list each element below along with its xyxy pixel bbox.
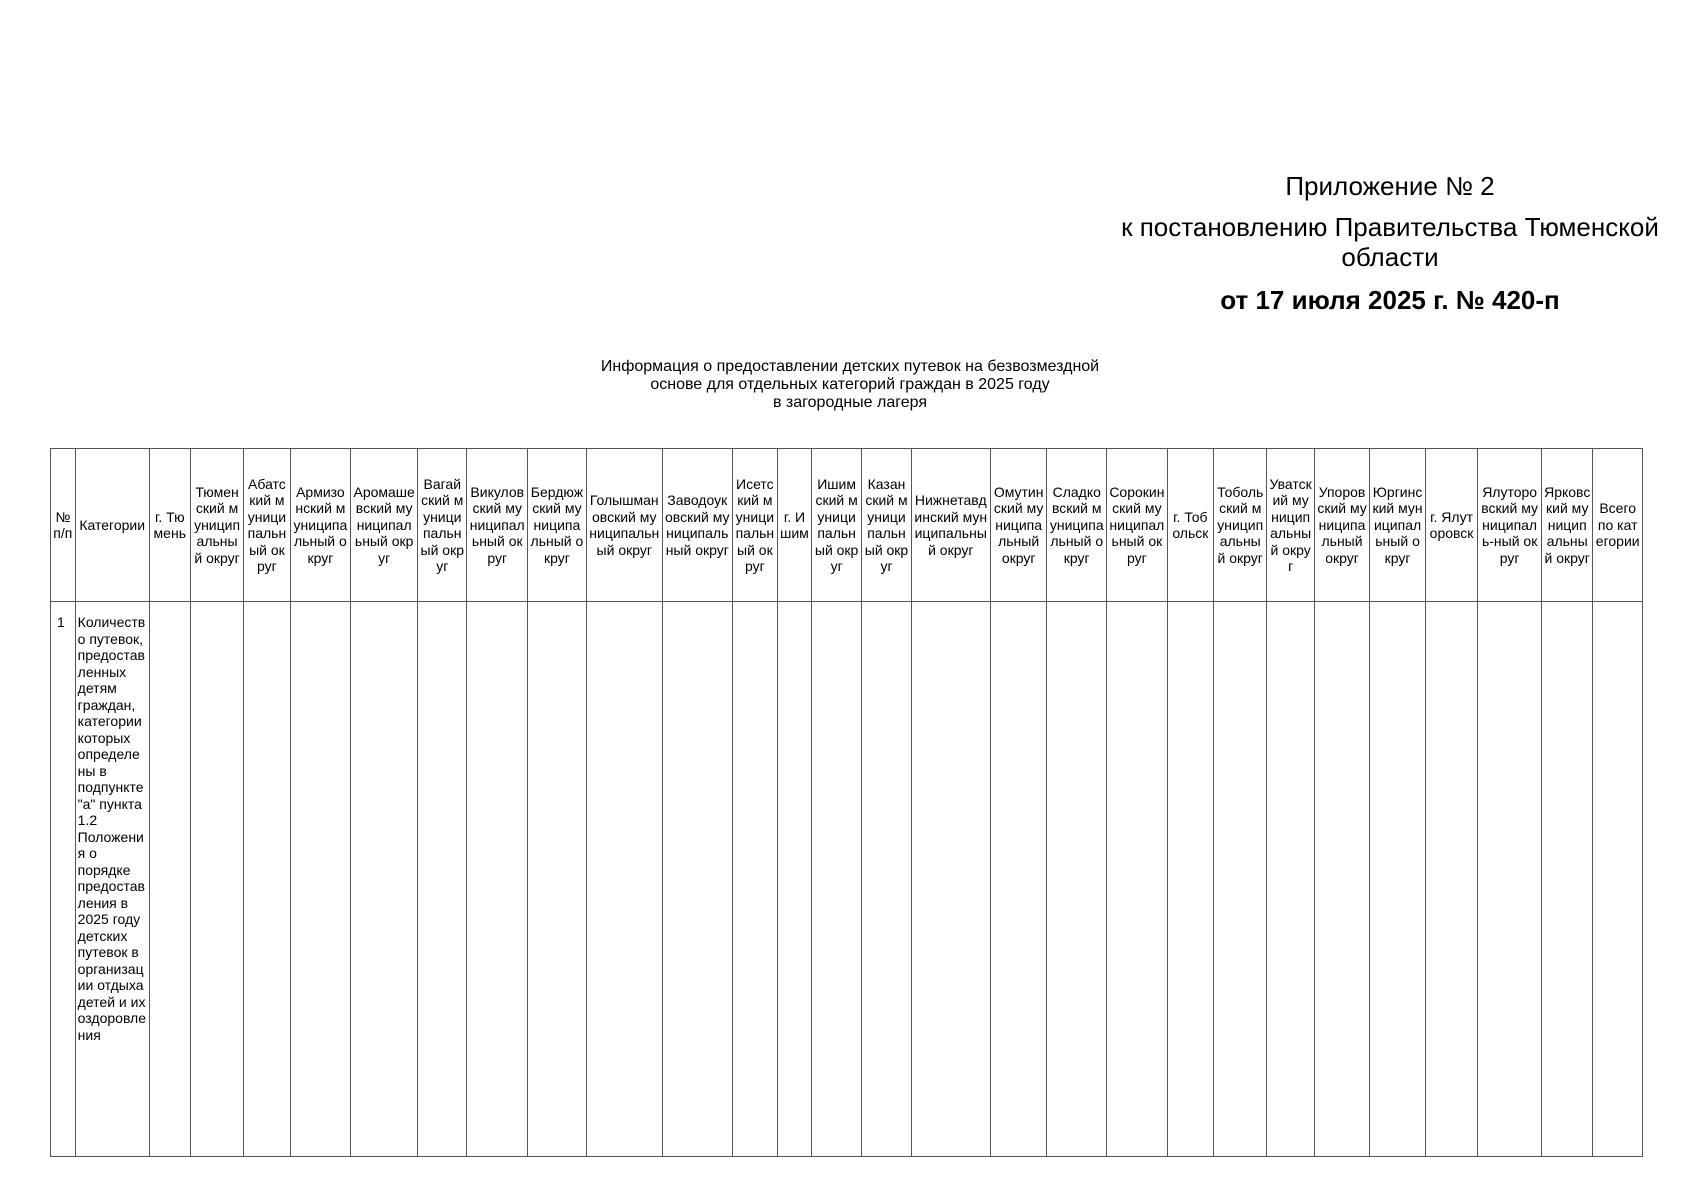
value-cell[interactable] [1214,602,1267,1157]
value-cell[interactable] [528,602,587,1157]
title-line-3: в загородные лагеря [772,394,928,411]
value-cell[interactable] [1167,602,1213,1157]
table-row [51,602,1643,1157]
value-cell[interactable] [190,602,243,1157]
value-cell[interactable] [1593,602,1643,1157]
header-cell: Тобольский муниципальный округ [1214,449,1267,602]
header-cell: Всего по категории [1593,449,1643,602]
title-line-1: Информация о предоставлении детских путевок на безвозмездной [600,358,1100,375]
header-cell: Голышмановский муниципальный округ [586,449,662,602]
header-cell: г. Ишим [777,449,811,602]
header-cell: Категории [75,449,149,602]
appendix-label: Приложение № 2 [1285,171,1495,201]
header-cell: Заводоуковский муниципальный округ [662,449,732,602]
value-cell[interactable] [662,602,732,1157]
header-cell: Ялуторовский муниципаль-ный округ [1478,449,1542,602]
header-cell: Ишимский муниципальный округ [811,449,861,602]
value-cell[interactable] [586,602,662,1157]
row-number-cell: 1 [51,602,76,1157]
value-cell[interactable] [290,602,351,1157]
value-cell[interactable] [149,602,190,1157]
header-cell: Бердюжский муниципальный округ [528,449,587,602]
value-cell[interactable] [1370,602,1426,1157]
header-cell: Юргинский муниципальный округ [1370,449,1426,602]
value-cell[interactable] [244,602,290,1157]
resolution-label: к постановлению Правительства Тюменской области [1121,212,1659,272]
header-cell: Сорокинский муниципальный округ [1107,449,1168,602]
value-cell[interactable] [777,602,811,1157]
value-cell[interactable] [811,602,861,1157]
value-cell[interactable] [1047,602,1107,1157]
value-cell[interactable] [351,602,418,1157]
table-header-row [51,449,1643,602]
value-cell[interactable] [862,602,911,1157]
value-cell[interactable] [1107,602,1168,1157]
header-cell: Омутинский муниципальный округ [990,449,1047,602]
header-cell: г. Тобольск [1167,449,1213,602]
header-cell: Исетский муниципальный округ [732,449,777,602]
value-cell[interactable] [467,602,528,1157]
header-cell: г. Тюмень [149,449,190,602]
title-line-2: основе для отдельных категорий граждан в 2025 году [650,376,1050,393]
value-cell[interactable] [1425,602,1477,1157]
distribution-table [50,448,1643,1157]
header-cell: Тюменский муниципальный округ [190,449,243,602]
header-cell-num: № п/п [51,449,76,602]
value-cell[interactable] [911,602,990,1157]
header-cell: Уватский муниципальный округ [1267,449,1314,602]
header-cell: Вагайский муниципальный округ [418,449,467,602]
value-cell[interactable] [1542,602,1593,1157]
header-cell: Нижнетавдинский муниципальный округ [911,449,990,602]
header-cell: Армизонский муниципальный округ [290,449,351,602]
header-cell: Казанский муниципальный округ [862,449,911,602]
header-cell: Аромашевский муниципальный округ [351,449,418,602]
category-cell: Количество путевок, предоставленных детям граждан, категории которых определены в подпункте "а" пункта 1.2 Положения о порядке предоставления в 2025 году детских путевок в организации отдыха детей и их оздоровления [75,602,149,1157]
header-cell: Упоровский муниципальный округ [1314,449,1370,602]
value-cell[interactable] [1478,602,1542,1157]
value-cell[interactable] [418,602,467,1157]
value-cell[interactable] [990,602,1047,1157]
date-number-label: от 17 июля 2025 г. № 420-п [1220,285,1560,315]
header-cell: г. Ялуторовск [1425,449,1477,602]
header-cell: Абатский муниципальный округ [244,449,290,602]
header-cell: Викуловский муниципальный округ [467,449,528,602]
value-cell[interactable] [732,602,777,1157]
header-cell: Сладковский муниципальный округ [1047,449,1107,602]
document-title [520,358,1180,412]
value-cell[interactable] [1267,602,1314,1157]
header-cell: Ярковский муниципальный округ [1542,449,1593,602]
value-cell[interactable] [1314,602,1370,1157]
